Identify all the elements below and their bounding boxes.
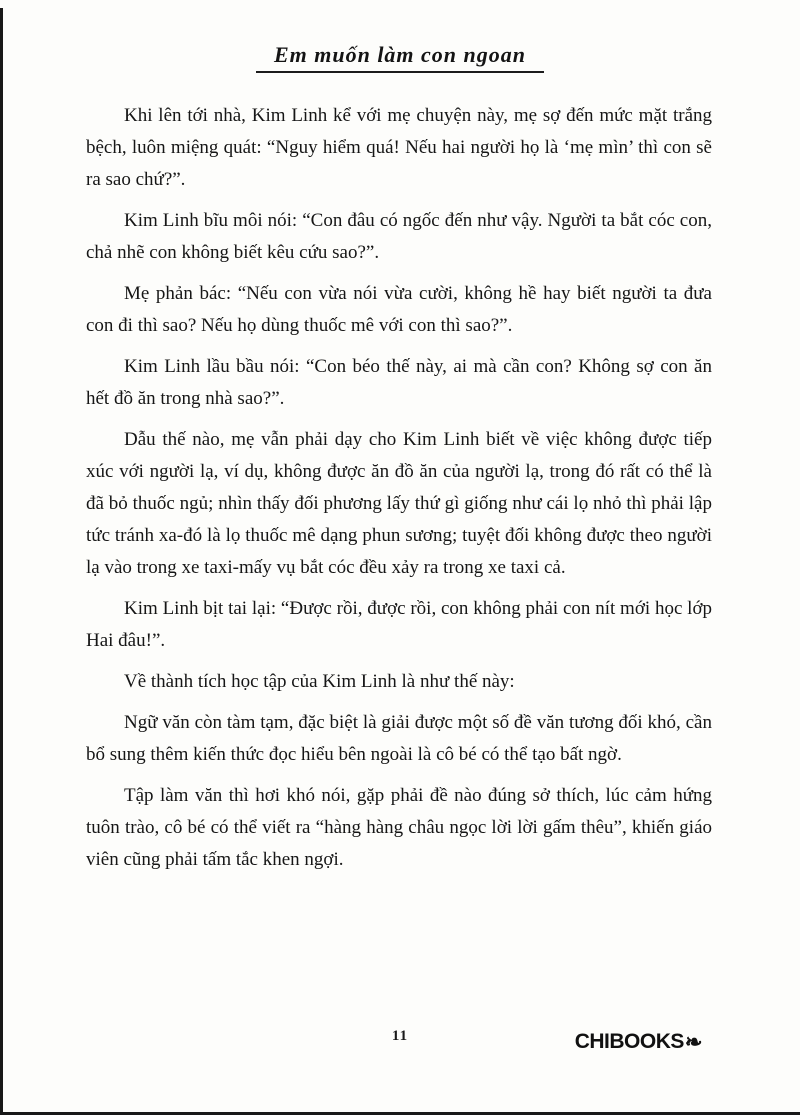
running-header-title: Em muốn làm con ngoan [256, 42, 544, 73]
page-number: 11 [391, 1028, 409, 1044]
running-header [0, 42, 800, 73]
scan-edge-left [0, 8, 3, 1115]
paragraph: Mẹ phản bác: “Nếu con vừa nói vừa cười, không hề hay biết người ta đưa con đi thì sao? Nếu họ dùng thuốc mê với con thì sao?”. [86, 283, 712, 336]
paragraph: Về thành tích học tập của Kim Linh là như thế này: [124, 671, 515, 692]
leaf-icon: ❧ [684, 1030, 702, 1054]
paragraph: Ngữ văn còn tàm tạm, đặc biệt là giải được một số đề văn tương đối khó, cần bổ sung thêm kiến thức đọc hiểu bên ngoài là cô bé có thể tạo bất ngờ. [86, 712, 712, 765]
paragraph: Khi lên tới nhà, Kim Linh kể với mẹ chuyện này, mẹ sợ đến mức mặt trắng bệch, luôn miệng quát: “Nguy hiểm quá! Nếu hai người họ là ‘mẹ mìn’ thì con sẽ ra sao chứ?”. [86, 105, 712, 190]
page-footer [0, 1028, 800, 1068]
paragraph: Kim Linh lầu bầu nói: “Con béo thế này, ai mà cần con? Không sợ con ăn hết đồ ăn trong nhà sao?”. [86, 356, 712, 409]
paragraph: Dẫu thế nào, mẹ vẫn phải dạy cho Kim Linh biết về việc không được tiếp xúc với người lạ, ví dụ, không được ăn đồ ăn của người lạ, trong đó rất có thể là đã bỏ thuốc ngủ; nhìn thấy đối phương lấy thứ gì giống như cái lọ nhỏ thì phải lập tức tránh xa-đó là lọ thuốc mê dạng phun sương; tuyệt đối không được theo người lạ vào trong xe taxi-mấy vụ bắt cóc đều xảy ra trong xe taxi cả. [86, 429, 712, 578]
paragraph: Kim Linh bịt tai lại: “Được rồi, được rồi, con không phải con nít mới học lớp Hai đâu!”. [86, 598, 712, 651]
body-text [86, 100, 712, 885]
paragraph: Kim Linh bĩu môi nói: “Con đâu có ngốc đến như vậy. Người ta bắt cóc con, chả nhẽ con không biết kêu cứu sao?”. [86, 210, 712, 263]
chibooks-logo-text: CHIBOOKS [574, 1030, 684, 1053]
chibooks-logo [575, 1030, 702, 1054]
paragraph: Tập làm văn thì hơi khó nói, gặp phải đề nào đúng sở thích, lúc cảm hứng tuôn trào, cô bé có thể viết ra “hàng hàng châu ngọc lời lời gấm thêu”, khiến giáo viên cũng phải tấm tắc khen ngợi. [86, 785, 712, 870]
